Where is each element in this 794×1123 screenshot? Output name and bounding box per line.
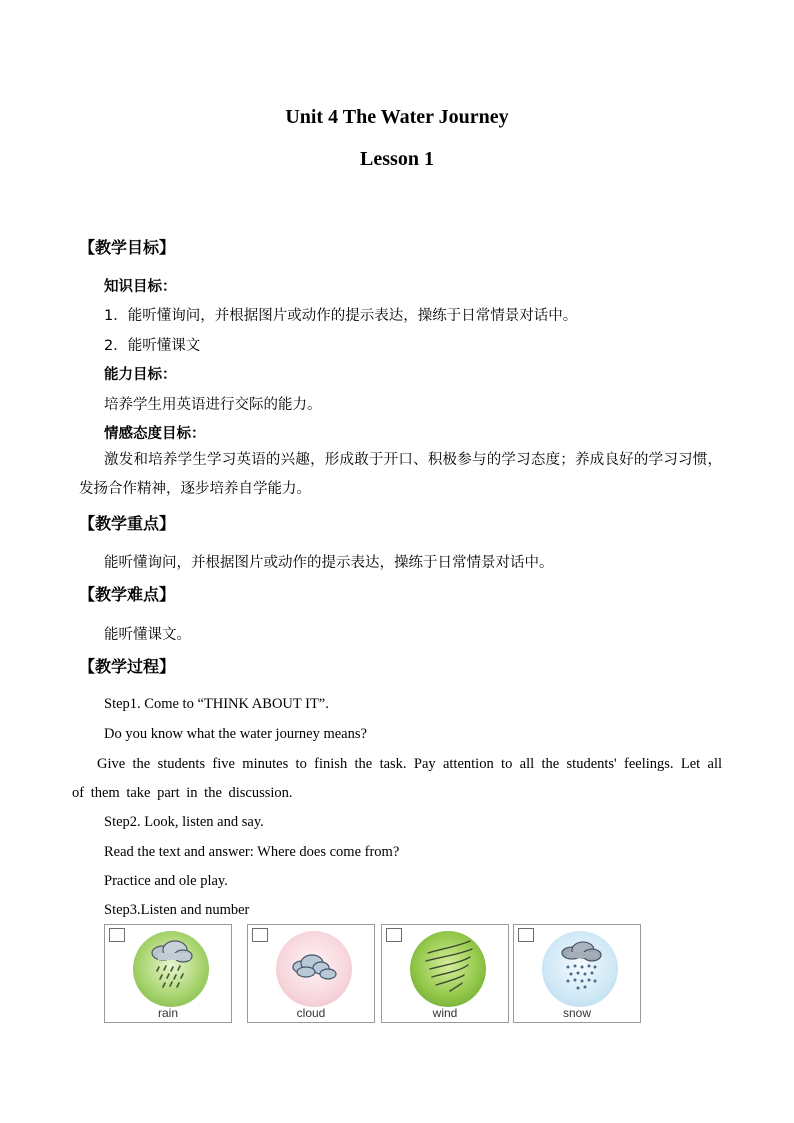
snow-cloud-icon [542, 931, 618, 1007]
difficulties-text: 能听懂课文。 [104, 627, 191, 643]
difficulties-heading: 【教学难点】 [79, 585, 176, 604]
knowledge-item-2: 2．能听懂课文 [104, 338, 201, 354]
process-step3: Step3.Listen and number [104, 902, 250, 918]
key-points-text: 能听懂询问，并根据图片或动作的提示表达，操练于日常情景对话中。 [104, 555, 554, 571]
process-practice: Practice and ole play. [104, 873, 228, 889]
document-title: Unit 4 The Water Journey [285, 106, 509, 128]
number-box [386, 928, 402, 942]
emotion-objective-label: 情感态度目标： [104, 426, 206, 442]
ability-objective-text: 培养学生用英语进行交际的能力。 [104, 397, 322, 413]
process-question: Do you know what the water journey means? [104, 726, 367, 742]
weather-card-snow [513, 924, 641, 1023]
process-task-instructions: Give the students five minutes to finish the task. Pay attention to all the students' feelings. Let all of them take part in the discussion. [72, 756, 722, 801]
knowledge-item-1: 1．能听懂询问，并根据图片或动作的提示表达，操练于日常情景对话中。 [104, 308, 578, 324]
lesson-title: Lesson 1 [360, 148, 434, 170]
key-points-heading: 【教学重点】 [79, 514, 176, 533]
weather-cards [104, 924, 630, 1023]
card-label: wind [432, 1006, 458, 1020]
knowledge-objective-label: 知识目标： [104, 279, 177, 295]
weather-card-cloud [247, 924, 375, 1023]
emotion-objective-text: 激发和培养学生学习英语的兴趣，形成敢于开口、积极参与的学习态度；养成良好的学习习惯，发扬合作精神，逐步培养自学能力。 [79, 452, 722, 497]
weather-card-rain [104, 924, 232, 1023]
number-box [252, 928, 268, 942]
rain-cloud-icon [133, 931, 209, 1007]
objectives-heading: 【教学目标】 [79, 238, 176, 257]
process-step1: Step1. Come to “THINK ABOUT IT”. [104, 696, 329, 712]
card-label: rain [157, 1006, 178, 1020]
process-heading: 【教学过程】 [79, 657, 176, 676]
process-step2: Step2. Look, listen and say. [104, 814, 264, 830]
wind-icon [410, 931, 486, 1007]
ability-objective-label: 能力目标： [104, 367, 177, 383]
weather-card-wind [381, 924, 509, 1023]
number-box [109, 928, 125, 942]
number-box [518, 928, 534, 942]
card-label: cloud [296, 1006, 326, 1020]
card-label: snow [562, 1006, 591, 1020]
process-read-text: Read the text and answer: Where does come from? [104, 844, 400, 860]
cloud-icon [276, 931, 352, 1007]
